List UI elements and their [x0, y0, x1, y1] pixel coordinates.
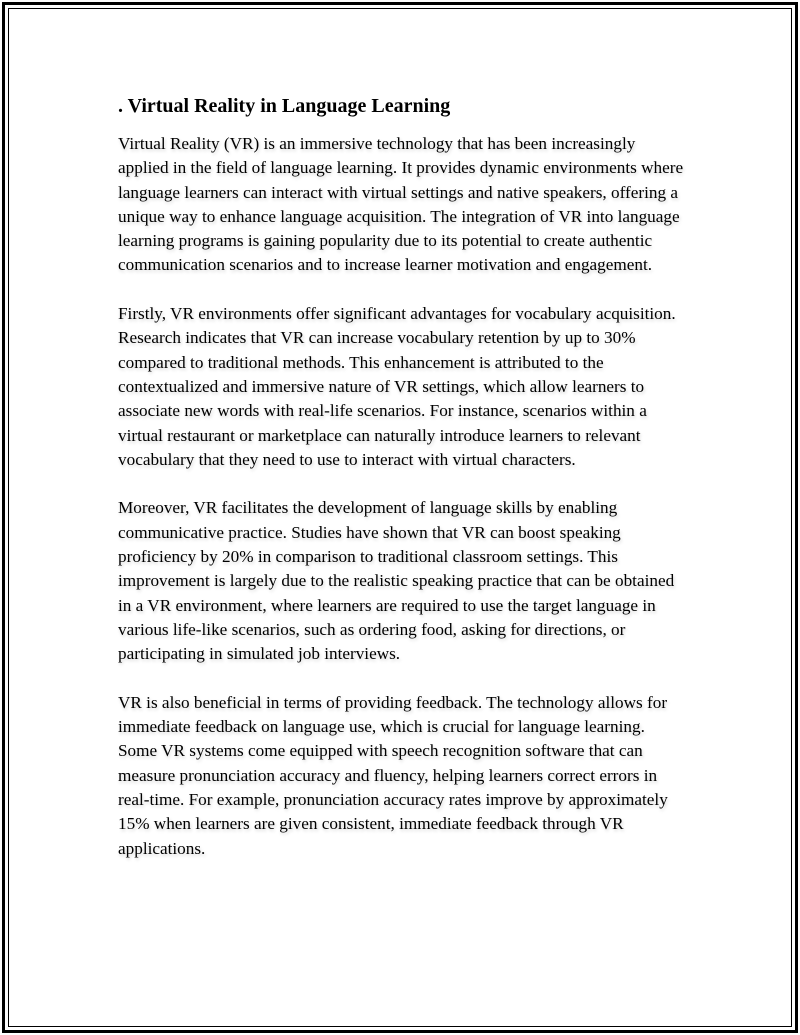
- paragraph-intro: Virtual Reality (VR) is an immersive technology that has been increasingly applied in the field of language learning. It provides dynamic environments where language learners can interact with virtual settings and native speakers, offering a unique way to enhance language acquisition. The integration of VR into language learning programs is gaining popularity due to its potential to create authentic communication scenarios and to increase learner motivation and engagement.: [118, 134, 684, 275]
- document-body: [118, 94, 688, 861]
- paragraph-vocabulary: Firstly, VR environments offer significant advantages for vocabulary acquisition. Research indicates that VR can increase vocabulary retention by up to 30% compared to traditional methods. This enhancement is attributed to the contextualized and immersive nature of VR settings, which allow learners to associate new words with real-life scenarios. For instance, scenarios within a virtual restaurant or marketplace can naturally introduce learners to relevant vocabulary that they need to use to interact with virtual characters.: [118, 304, 676, 469]
- paragraph-feedback: VR is also beneficial in terms of providing feedback. The technology allows for immediate feedback on language use, which is crucial for language learning. Some VR systems come equipped with speech recognition software that can measure pronunciation accuracy and fluency, helping learners correct errors in real-time. For example, pronunciation accuracy rates improve by approximately 15% when learners are given consistent, immediate feedback through VR applications.: [118, 692, 668, 858]
- paragraph-speaking: Moreover, VR facilitates the development of language skills by enabling communicative practice. Studies have shown that VR can boost speaking proficiency by 20% in comparison to traditional classroom settings. This improvement is largely due to the realistic speaking practice that can be obtained in a VR environment, where learners are required to use the target language in various life-like scenarios, such as ordering food, asking for directions, or participating in simulated job interviews.: [118, 498, 675, 664]
- section-heading: . Virtual Reality in Language Learning: [118, 95, 451, 117]
